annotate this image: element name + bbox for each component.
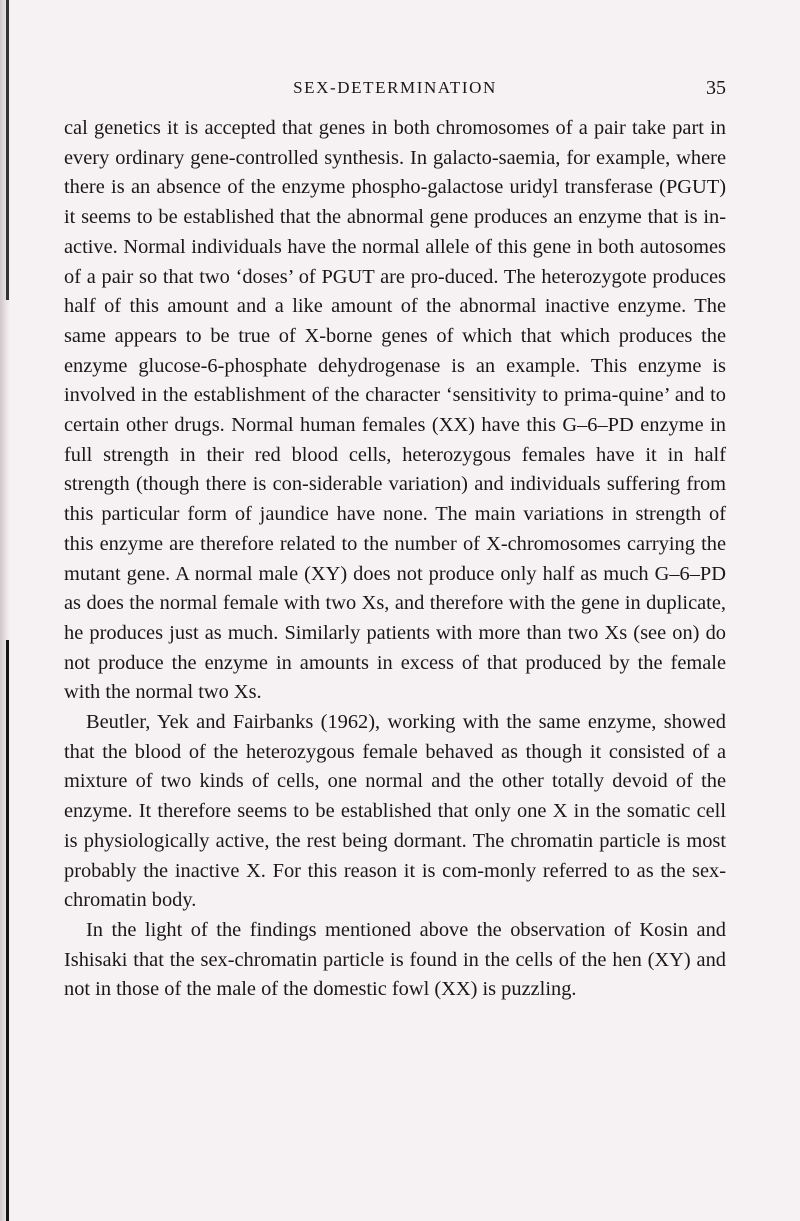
running-header [64, 74, 726, 102]
paragraph: cal genetics it is accepted that genes in both chromosomes of a pair take part in every ordinary gene-controlled synthesis. In galacto-saemia, for example, where there is an absence of the enzyme phospho-galactose uridyl transferase (PGUT) it seems to be established that the abnormal gene produces an enzyme that is in-active. Normal individuals have the normal allele of this gene in both autosomes of a pair so that two ‘doses’ of PGUT are pro-duced. The heterozygote produces half of this amount and a like amount of the abnormal inactive enzyme. The same appears to be true of X-borne genes of which that which produces the enzyme glucose-6-phosphate dehydrogenase is an example. This enzyme is involved in the establishment of the character ‘sensitivity to prima-quine’ and to certain other drugs. Normal human females (XX) have this G–6–PD enzyme in full strength in their red blood cells, heterozygous females have it in half strength (though there is con-siderable variation) and individuals suffering from this particular form of jaundice have none. The main variations in strength of this enzyme are therefore related to the number of X-chromosomes carrying the mutant gene. A normal male (XY) does not produce only half as much G–6–PD as does the normal female with two Xs, and therefore with the gene in duplicate, he produces just as much. Similarly patients with more than two Xs (see on) do not produce the enzyme in amounts in excess of that produced by the female with the normal two Xs. [64, 117, 726, 704]
paragraph: Beutler, Yek and Fairbanks (1962), working with the same enzyme, showed that the blood of the heterozygous female behaved as though it consisted of a mixture of two kinds of cells, one normal and the other totally devoid of the enzyme. It therefore seems to be established that only one X in the somatic cell is physiologically active, the rest being dormant. The chromatin particle is most probably the inactive X. For this reason it is com-monly referred to as the sex-chromatin body. [64, 711, 726, 912]
page-number: 35 [706, 77, 726, 99]
body-text [64, 114, 726, 1005]
running-title: SEX-DETERMINATION [293, 78, 497, 97]
page-edge-line [6, 0, 9, 300]
paragraph: In the light of the findings mentioned above the observation of Kosin and Ishisaki that the sex-chromatin particle is found in the cells of the hen (XY) and not in those of the male of the domestic fowl (XX) is puzzling. [64, 918, 726, 1001]
page-edge-line [6, 640, 9, 1221]
